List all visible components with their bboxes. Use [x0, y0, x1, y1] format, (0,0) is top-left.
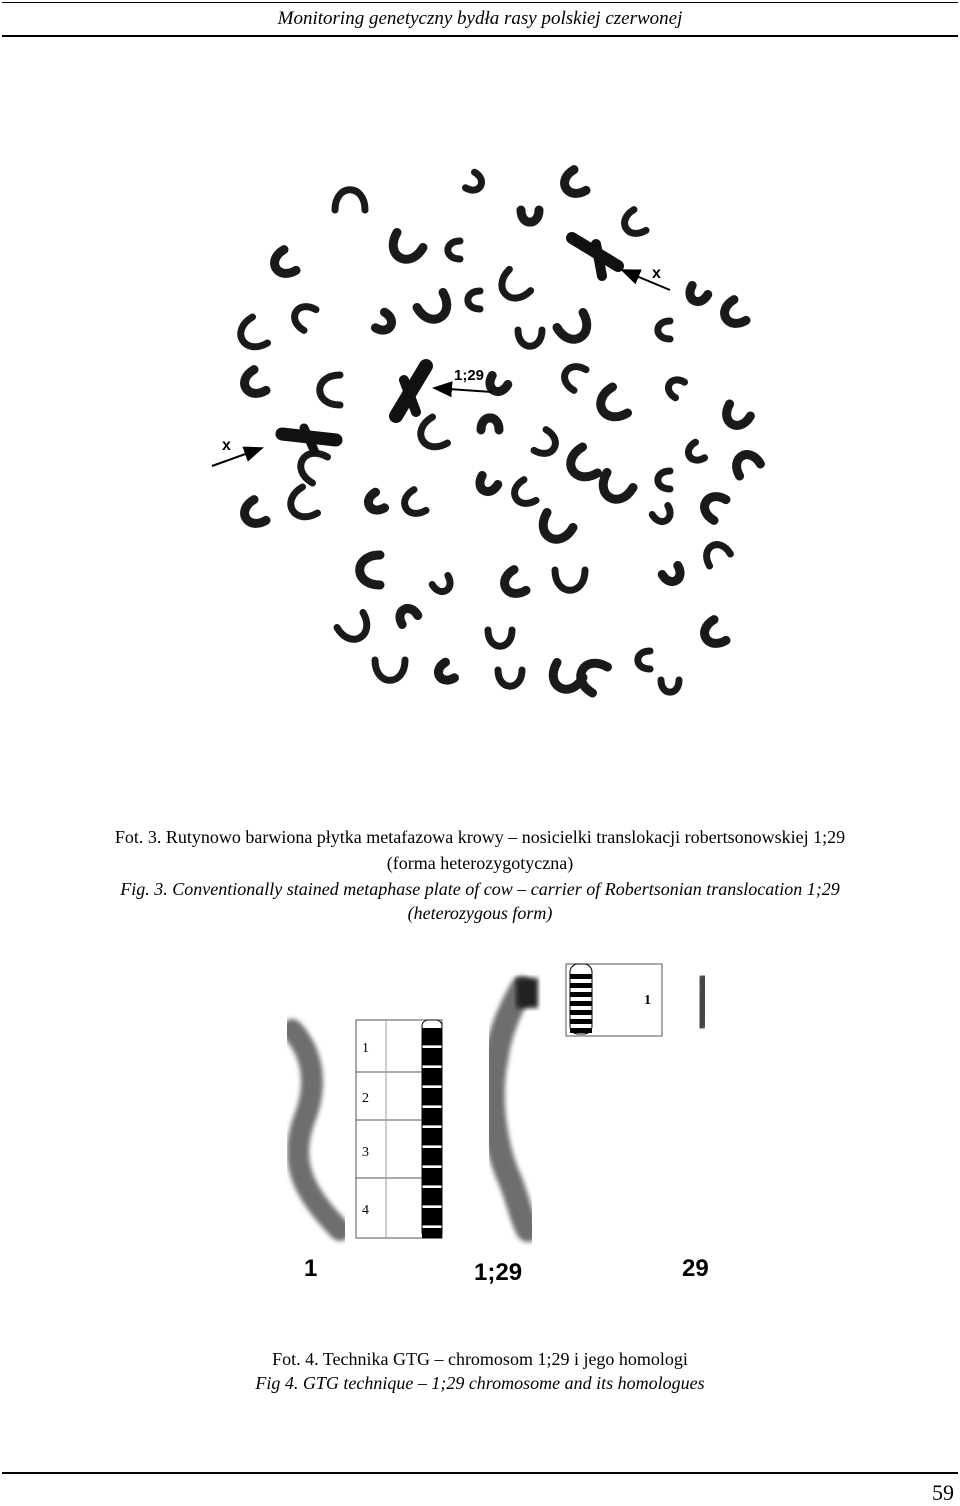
chromosome [595, 387, 628, 423]
chromosome [488, 630, 512, 646]
chromosome [560, 362, 586, 391]
band [422, 1128, 442, 1138]
chromosome [396, 605, 418, 625]
chromosome [466, 172, 486, 194]
band [422, 1068, 442, 1078]
chromosome [661, 680, 679, 692]
chromosome [702, 540, 731, 566]
chromosome [285, 487, 318, 523]
chromosome [534, 430, 560, 459]
chromosome [565, 447, 598, 483]
band [570, 983, 592, 988]
chromosome [335, 190, 365, 210]
arrow-translocation [434, 388, 492, 392]
region-2: 2 [362, 1091, 369, 1106]
x-chromosome-right [572, 238, 618, 276]
chromosome [337, 613, 373, 646]
footer-rule [2, 1472, 958, 1474]
chromosome [658, 321, 670, 339]
band [422, 1088, 442, 1098]
chromosome [320, 375, 340, 405]
chromosome [270, 250, 296, 279]
label-chromosome-1-29: 1;29 [474, 1259, 523, 1286]
region-4: 4 [362, 1203, 369, 1218]
figure3-caption-en-line1: Fig. 3. Conventionally stained metaphase plate of cow – carrier of Robertsonian translocation 1;29 [120, 879, 840, 899]
label-chromosome-1: 1 [304, 1255, 318, 1282]
chromosome [290, 302, 316, 331]
chromosome [415, 417, 448, 453]
band [422, 1078, 442, 1085]
band [570, 1019, 592, 1024]
chromosome [365, 492, 385, 514]
band [422, 1168, 442, 1178]
chromosome [597, 473, 633, 506]
band [422, 1208, 442, 1218]
chromosome-29-ideogram [566, 964, 662, 1036]
chromosome [557, 313, 593, 346]
chromosome [686, 286, 708, 306]
chromosome [722, 404, 751, 430]
band [570, 992, 592, 997]
chromosome-29-image [700, 980, 705, 1024]
chromosome [448, 241, 460, 259]
x-chromosome-left [282, 428, 336, 450]
region-3: 3 [362, 1145, 369, 1160]
band [422, 1098, 442, 1105]
running-header [0, 0, 960, 40]
figure4-caption-pl: Fot. 4. Technika GTG – chromosom 1;29 i jego homologi [272, 1349, 688, 1369]
chromosome [537, 513, 573, 546]
chromosome [417, 293, 453, 326]
figure4-caption-en: Fig 4. GTG technique – 1;29 chromosome and its homologues [255, 1373, 705, 1393]
chromosome [375, 660, 405, 680]
band [422, 1228, 442, 1238]
band [422, 1188, 442, 1198]
chromosome [240, 370, 266, 399]
chromosome [481, 418, 499, 430]
chromosome [435, 662, 455, 684]
chromosome-1-ideogram [356, 1020, 442, 1238]
chromosome [620, 210, 646, 239]
band [422, 1218, 442, 1225]
band [422, 1138, 442, 1145]
chromosome [235, 317, 268, 353]
figure3-caption-pl-line1: Fot. 3. Rutynowo barwiona płytka metafazowa krowy – nosicielki translokacji robertsonowskiej 1;29 [114, 827, 846, 847]
band [422, 1048, 442, 1058]
region-1: 1 [362, 1041, 369, 1056]
band [422, 1148, 442, 1158]
band [570, 1001, 592, 1006]
band [570, 1010, 592, 1015]
chromosome [468, 291, 480, 309]
chromosome [555, 570, 585, 590]
arrow-x-right [622, 270, 670, 290]
header-rule-bottom [2, 35, 958, 37]
chromosome [518, 330, 542, 346]
label-translocation: 1;29 [454, 367, 485, 384]
chromosome [400, 490, 426, 519]
label-x-right: x [652, 265, 661, 282]
chromosome [387, 233, 423, 266]
metaphase-plate-figure [200, 150, 780, 710]
figure3-caption-en-line2: (heterozygous form) [407, 903, 553, 923]
chromosome-1-29-centromere [516, 978, 538, 1008]
band [422, 1158, 442, 1165]
chromosome [240, 500, 266, 529]
chromosome [432, 576, 454, 596]
band [422, 1058, 442, 1065]
chromosome [732, 450, 761, 476]
band [570, 1028, 592, 1033]
band [422, 1178, 442, 1185]
chromosome [720, 300, 746, 329]
band [570, 974, 592, 979]
chromosome-1-29-image [493, 988, 528, 1230]
chromosome [700, 492, 726, 521]
region-29-1: 1 [644, 993, 651, 1008]
chromosome [521, 210, 539, 222]
figure3-caption-pl-line2: (forma heterozygotyczna) [386, 853, 574, 873]
band [422, 1118, 442, 1125]
band [422, 1038, 442, 1045]
translocation-chromosome [396, 366, 426, 416]
header-rule-top [2, 2, 958, 3]
chromosome-1-image [292, 1030, 340, 1230]
chromosome [498, 670, 522, 686]
chromosome [500, 570, 526, 599]
chromosome [700, 620, 726, 649]
chromosome [560, 170, 586, 199]
chromosome [376, 312, 396, 334]
chromosome [510, 480, 536, 509]
band [422, 1028, 442, 1038]
gtg-chromosome-figure [260, 950, 740, 1290]
band [422, 1198, 442, 1205]
chromosome [360, 555, 380, 585]
chromosome [652, 506, 674, 526]
chromosome [476, 476, 498, 496]
label-x-left: x [222, 437, 231, 454]
page-number: 59 [932, 1480, 954, 1505]
running-title: Monitoring genetyczny bydła rasy polskiej czerwonej [277, 8, 683, 29]
chromosome [685, 442, 705, 464]
chromosome [495, 269, 531, 305]
chromosome [638, 651, 650, 669]
chromosome [662, 566, 684, 586]
arrow-x-left [212, 448, 262, 466]
band [422, 1108, 442, 1118]
label-chromosome-29: 29 [682, 1255, 709, 1282]
chromosome [665, 376, 685, 398]
chromosome [658, 471, 670, 489]
